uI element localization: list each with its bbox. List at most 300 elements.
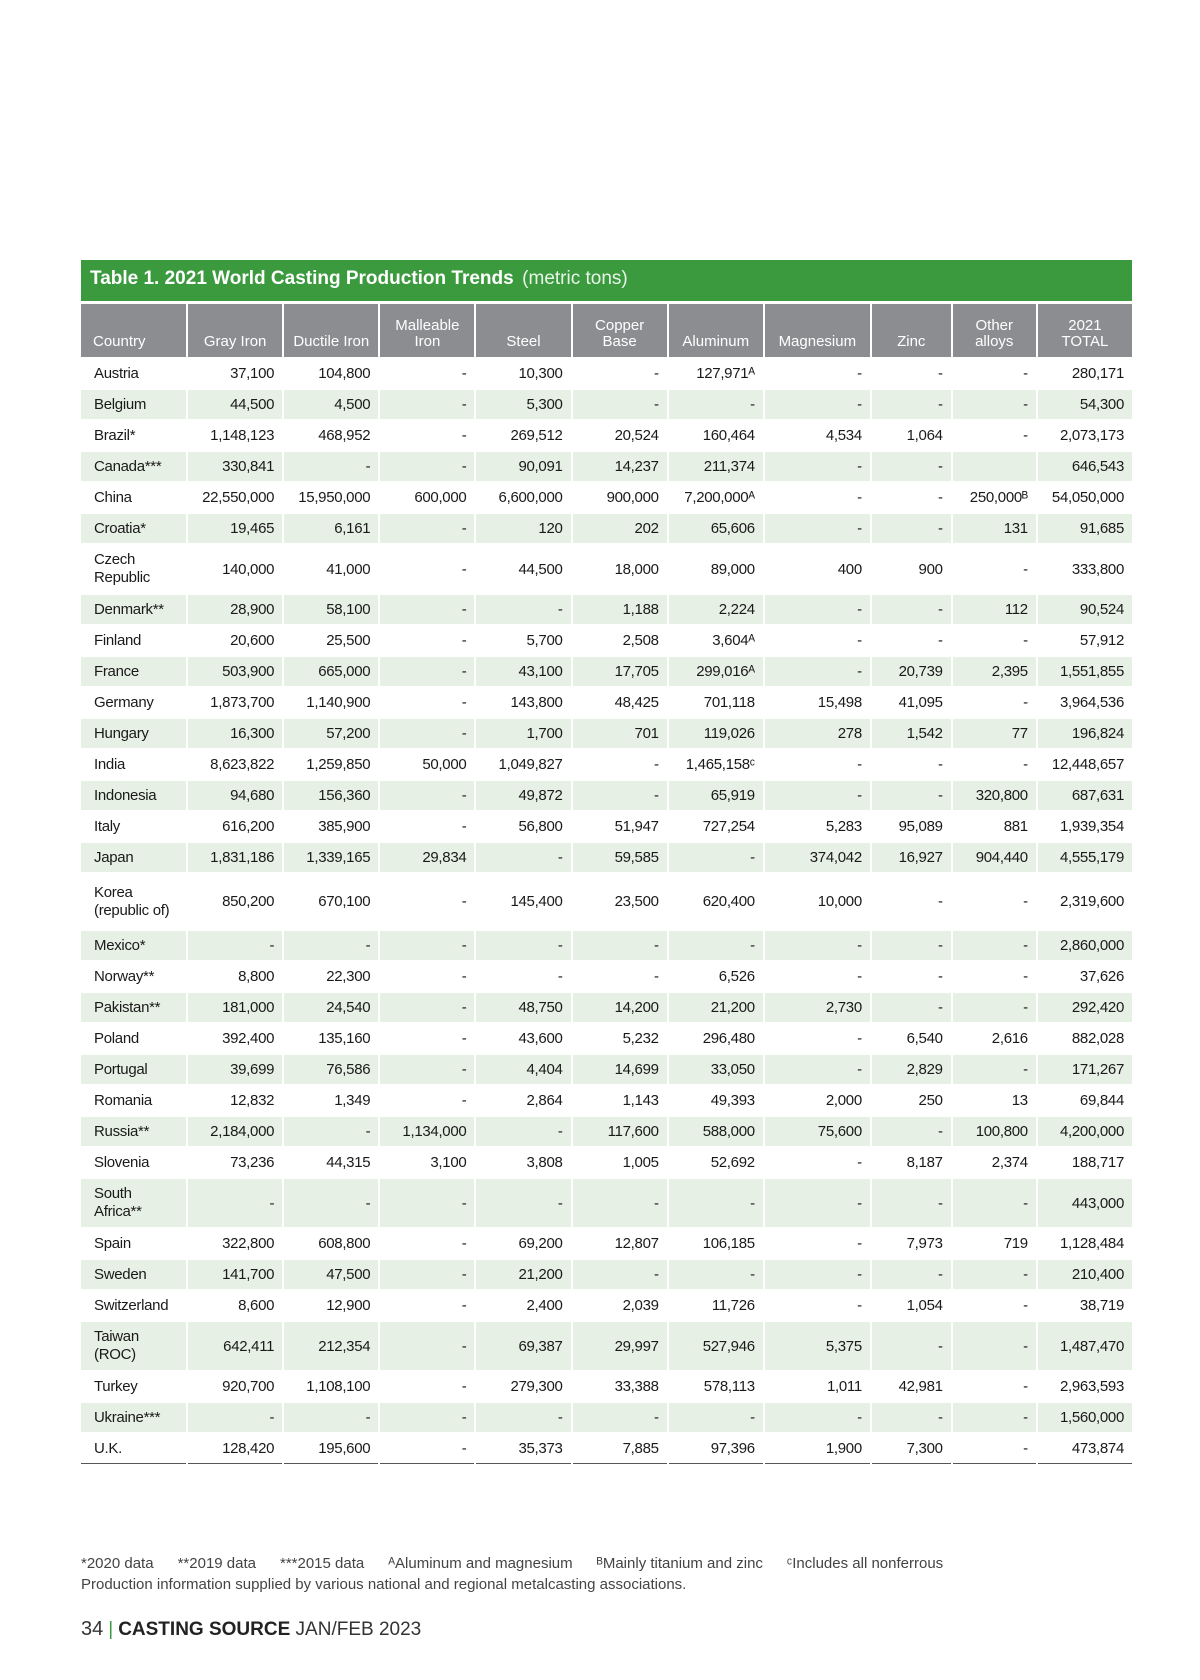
value-cell: 6,161 [284,514,378,543]
production-table-container [81,260,1132,1466]
value-cell: - [937,893,943,910]
value-cell: - [765,514,870,543]
country-cell: Turkey [94,1377,138,1395]
value-cell: 8,187 [906,1154,943,1171]
value-cell: 299,016ᴬ [669,657,763,686]
value-cell: 97,396 [669,1434,763,1464]
value-cell: 3,964,536 [1059,694,1124,711]
value-cell: 22,550,000 [202,489,275,506]
value-cell: 58,100 [284,595,378,624]
value-cell: 322,800 [222,1235,275,1252]
value-cell: - [872,1179,951,1227]
value-cell: - [476,843,570,872]
value-cell: - [653,365,659,382]
table-row [81,483,1132,512]
value-cell: 1,700 [476,719,570,748]
value-cell: - [573,1403,667,1432]
table-row [81,390,1132,419]
value-cell: 90,091 [476,452,570,481]
value-cell: 1,349 [334,1092,371,1109]
value-cell: 296,480 [702,1030,755,1047]
value-cell: 2,395 [953,657,1036,686]
value-cell: 14,200 [573,993,667,1022]
country-cell: Sweden [81,1260,186,1289]
footnote-item: *2020 data [81,1555,154,1572]
value-cell: 54,300 [1038,390,1132,419]
country-cell: Denmark** [81,595,186,624]
value-cell: 16,300 [188,719,282,748]
value-cell: 131 [953,514,1036,543]
country-cell: Portugal [81,1055,186,1084]
value-cell: 8,600 [238,1297,275,1314]
value-cell: 12,900 [326,1297,371,1314]
value-cell: - [476,1179,570,1227]
country-cell: Russia** [81,1117,186,1146]
country-cell: Austria [94,364,139,382]
table-row [81,595,1132,624]
table-row [81,1179,1132,1227]
value-cell: - [461,632,467,649]
value-cell: - [669,1260,763,1289]
value-cell: 44,315 [326,1154,371,1171]
value-cell: 29,997 [573,1322,667,1370]
value-cell: 904,440 [953,843,1036,872]
column-header: Malleable Iron [380,304,474,357]
footnote-item: ***2015 data [279,1555,365,1572]
source-note: Production information supplied by various national and regional metalcasting associations. [81,1576,687,1593]
table-header-row [81,304,1132,357]
table-row [81,1229,1132,1258]
value-cell: 1,134,000 [380,1117,474,1146]
table-row [81,1322,1132,1370]
value-cell: 73,236 [230,1154,275,1171]
table-row [81,545,1132,593]
country-cell: Canada*** [81,452,186,481]
value-cell: 54,050,000 [1051,489,1124,506]
value-cell: - [937,632,943,649]
value-cell: - [872,993,951,1022]
table-row [81,688,1132,717]
value-cell: - [872,595,951,624]
value-cell: - [953,1403,1036,1432]
table-row [81,1055,1132,1084]
value-cell: - [380,390,474,419]
table-row [81,1372,1132,1401]
value-cell: 48,425 [614,694,659,711]
value-cell: - [857,756,862,773]
value-cell: - [872,781,951,810]
value-cell: - [461,1378,467,1395]
country-cell: Ukraine*** [81,1403,186,1432]
value-cell: - [380,514,474,543]
value-cell: 665,000 [284,657,378,686]
table-row [81,657,1132,686]
value-cell: 620,400 [702,893,755,910]
country-cell: Croatia* [81,514,186,543]
value-cell: 1,049,827 [498,756,563,773]
value-cell: 4,404 [476,1055,570,1084]
value-cell: 52,692 [710,1154,755,1171]
page-number: 34 [81,1618,104,1640]
table-row [81,359,1132,388]
value-cell: 140,000 [222,560,275,578]
value-cell [953,452,1036,481]
value-cell: 5,283 [825,818,862,835]
value-cell: 7,300 [872,1434,951,1464]
value-cell: - [188,1179,282,1227]
value-cell: 156,360 [284,781,378,810]
table-title-bar [81,260,1132,301]
country-cell: Slovenia [94,1153,150,1171]
value-cell: 57,912 [1079,632,1124,649]
value-cell: 333,800 [1071,560,1124,578]
value-cell: - [461,365,467,382]
value-cell: 49,872 [476,781,570,810]
table-row [81,993,1132,1022]
value-cell: 5,300 [476,390,570,419]
value-cell: - [461,1030,467,1047]
value-cell: 10,000 [817,893,862,910]
value-cell: - [461,427,467,444]
footnote-item: ᶜIncludes all nonferrous [786,1555,944,1572]
value-cell: 20,524 [614,427,659,444]
value-cell: 1,560,000 [1038,1403,1132,1432]
table-row [81,812,1132,841]
value-cell: - [380,719,474,748]
table-row [81,931,1132,960]
value-cell: 250 [918,1092,943,1109]
table-row [81,421,1132,450]
value-cell: - [653,756,659,773]
value-cell: 900 [918,560,943,578]
value-cell: 1,148,123 [210,427,275,444]
column-header: Aluminum [669,304,763,357]
value-cell: - [380,1434,474,1464]
value-cell: - [857,1030,862,1047]
column-header: Magnesium [765,304,870,357]
value-cell: 588,000 [669,1117,763,1146]
value-cell: 21,200 [669,993,763,1022]
value-cell: - [380,452,474,481]
page-footer [81,1618,421,1641]
value-cell: 2,616 [991,1030,1028,1047]
value-cell: 6,540 [906,1030,943,1047]
value-cell: 211,374 [669,452,763,481]
table-row [81,750,1132,779]
value-cell: 1,339,165 [284,843,378,872]
value-cell: - [872,1322,951,1370]
value-cell: 330,841 [188,452,282,481]
value-cell: 171,267 [1038,1055,1132,1084]
value-cell: 1,108,100 [306,1378,371,1395]
value-cell: 41,095 [898,694,943,711]
value-cell: 642,411 [188,1322,282,1370]
value-cell: 1,542 [872,719,951,748]
value-cell: 112 [953,595,1036,624]
value-cell: - [953,1179,1036,1227]
country-cell: Indonesia [81,781,186,810]
value-cell: - [476,931,570,960]
value-cell: - [461,893,467,910]
value-cell: 12,832 [230,1092,275,1109]
value-cell: 5,232 [622,1030,659,1047]
value-cell: - [284,1403,378,1432]
value-cell: 13 [1011,1092,1028,1109]
value-cell: 117,600 [573,1117,667,1146]
value-cell: 881 [1003,818,1028,835]
value-cell: 1,005 [622,1154,659,1171]
value-cell: - [1023,427,1028,444]
value-cell: 850,200 [222,893,275,910]
value-cell: 3,808 [526,1154,563,1171]
value-cell: 5,375 [765,1322,870,1370]
country-cell: Norway** [94,967,155,985]
value-cell: 443,000 [1038,1179,1132,1227]
value-cell: - [573,931,667,960]
country-cell: Romania [94,1091,152,1109]
value-cell: 3,100 [430,1154,467,1171]
column-header: Other alloys [953,304,1036,357]
value-cell: - [765,1403,870,1432]
value-cell: 882,028 [1071,1030,1124,1047]
value-cell: - [669,931,763,960]
value-cell: 1,873,700 [210,694,275,711]
value-cell: 212,354 [284,1322,378,1370]
value-cell: 1,259,850 [306,756,371,773]
table-row [81,1117,1132,1146]
value-cell: 91,685 [1038,514,1132,543]
value-cell: 120 [476,514,570,543]
country-cell: U.K. [81,1434,186,1464]
value-cell: 6,526 [718,968,755,985]
value-cell: 701,118 [703,694,755,711]
value-cell: 1,054 [906,1297,943,1314]
value-cell: - [1023,365,1028,382]
value-cell: 69,387 [476,1322,570,1370]
value-cell: - [953,1434,1036,1464]
value-cell: 1,011 [826,1378,862,1395]
value-cell: 43,600 [518,1030,563,1047]
value-cell: 69,200 [518,1235,563,1252]
value-cell: - [669,1179,763,1227]
value-cell: 527,946 [669,1322,763,1370]
value-cell: 7,973 [906,1235,943,1252]
value-cell: 38,719 [1079,1297,1124,1314]
table-row [81,874,1132,929]
value-cell: - [953,1260,1036,1289]
value-cell: 2,400 [526,1297,563,1314]
value-cell: - [284,452,378,481]
country-cell: Pakistan** [81,993,186,1022]
value-cell: - [937,756,943,773]
value-cell: 106,185 [702,1235,755,1252]
value-cell: - [1023,893,1028,910]
value-cell: 51,947 [614,818,659,835]
value-cell: 7,200,000ᴬ [684,489,755,506]
value-cell: 1,143 [622,1092,659,1109]
country-cell: Brazil* [94,426,136,444]
table-row [81,719,1132,748]
value-cell: - [765,1260,870,1289]
value-cell: - [380,1179,474,1227]
value-cell: 14,699 [573,1055,667,1084]
country-cell: Belgium [81,390,186,419]
table-unit: (metric tons) [522,268,628,289]
value-cell: - [380,1260,474,1289]
value-cell: 48,750 [476,993,570,1022]
value-cell: - [557,968,563,985]
magazine-brand: CASTING SOURCE [118,1619,291,1640]
value-cell: - [937,365,943,382]
value-cell: 37,100 [230,365,275,382]
value-cell: 2,319,600 [1059,893,1124,910]
value-cell: 47,500 [284,1260,378,1289]
value-cell: 135,160 [318,1030,371,1047]
value-cell: - [1023,756,1028,773]
value-cell: 77 [953,719,1036,748]
value-cell: - [461,560,467,578]
value-cell: 600,000 [414,489,467,506]
value-cell: 4,555,179 [1038,843,1132,872]
value-cell: - [669,390,763,419]
value-cell: 22,300 [326,968,371,985]
value-cell: - [765,390,870,419]
value-cell: 1,551,855 [1038,657,1132,686]
value-cell: 44,500 [518,560,563,578]
value-cell: 280,171 [1071,365,1124,382]
value-cell: - [380,993,474,1022]
value-cell: 17,705 [573,657,667,686]
table-row [81,843,1132,872]
value-cell: - [573,1260,667,1289]
value-cell: 473,874 [1038,1434,1132,1464]
value-cell: 468,952 [318,427,371,444]
value-cell: - [765,657,870,686]
value-cell: 90,524 [1038,595,1132,624]
value-cell: 2,860,000 [1038,931,1132,960]
value-cell: 11,726 [711,1297,755,1314]
value-cell: - [284,1117,378,1146]
value-cell: 292,420 [1038,993,1132,1022]
value-cell: 4,200,000 [1038,1117,1132,1146]
value-cell: 392,400 [222,1030,275,1047]
value-cell: 1,487,470 [1038,1322,1132,1370]
table-row [81,514,1132,543]
value-cell: 320,800 [953,781,1036,810]
value-cell: 1,465,158ᶜ [685,756,755,773]
value-cell: 701 [573,719,667,748]
country-cell: Poland [94,1029,139,1047]
value-cell: 2,184,000 [188,1117,282,1146]
value-cell: 2,864 [526,1092,563,1109]
value-cell: - [872,1260,951,1289]
value-cell: 23,500 [614,893,659,910]
column-header: Copper Base [573,304,667,357]
value-cell: - [380,1322,474,1370]
value-cell: 687,631 [1038,781,1132,810]
value-cell: 35,373 [476,1434,570,1464]
value-cell: - [380,595,474,624]
value-cell: 41,000 [326,560,371,578]
value-cell: 127,971ᴬ [696,365,755,382]
value-cell: - [461,1297,467,1314]
value-cell: 188,717 [1071,1154,1124,1171]
value-cell: - [573,390,667,419]
value-cell: 196,824 [1038,719,1132,748]
value-cell: - [476,595,570,624]
value-cell: 900,000 [606,489,659,506]
value-cell: 18,000 [614,560,659,578]
country-cell: Japan [81,843,186,872]
table-row [81,1434,1132,1464]
value-cell: 6,600,000 [498,489,563,506]
value-cell: 43,100 [476,657,570,686]
table-row [81,1148,1132,1177]
column-header: Gray Iron [188,304,282,357]
production-table [79,302,1134,1466]
value-cell: 65,919 [669,781,763,810]
table-row [81,1260,1132,1289]
table-row [81,626,1132,655]
country-cell: France [81,657,186,686]
value-cell: - [1023,694,1028,711]
value-cell: 646,543 [1038,452,1132,481]
value-cell: 5,700 [526,632,563,649]
country-cell: Taiwan (ROC) [81,1322,186,1370]
value-cell: 279,300 [510,1378,563,1395]
value-cell: 104,800 [318,365,371,382]
value-cell: 57,200 [284,719,378,748]
value-cell: 128,420 [188,1434,282,1464]
value-cell: 8,623,822 [210,756,275,773]
value-cell: 21,200 [476,1260,570,1289]
value-cell: 15,498 [817,694,862,711]
footer-separator: | [108,1619,114,1640]
value-cell: - [461,818,467,835]
table-row [81,962,1132,991]
value-cell: - [188,931,282,960]
value-cell: 56,800 [518,818,563,835]
table-row [81,1403,1132,1432]
column-header: Steel [476,304,570,357]
value-cell: 141,700 [188,1260,282,1289]
value-cell: 59,585 [573,843,667,872]
value-cell: - [953,1055,1036,1084]
value-cell: 2,829 [872,1055,951,1084]
value-cell: 2,073,173 [1059,427,1124,444]
value-cell: - [380,931,474,960]
value-cell: 195,600 [284,1434,378,1464]
country-cell: India [94,755,126,773]
country-cell: South Africa** [81,1179,186,1227]
value-cell: 94,680 [188,781,282,810]
value-cell: 25,500 [326,632,371,649]
value-cell: - [953,1322,1036,1370]
value-cell: - [872,1403,951,1432]
value-cell: 2,374 [991,1154,1028,1171]
country-cell: Hungary [81,719,186,748]
value-cell: 4,534 [825,427,862,444]
footnote-item: **2019 data [177,1555,256,1572]
value-cell: - [573,781,667,810]
value-cell: 145,400 [510,893,563,910]
value-cell: 33,388 [614,1378,659,1395]
value-cell: 37,626 [1079,968,1124,985]
value-cell: 28,900 [188,595,282,624]
value-cell: - [872,1117,951,1146]
value-cell: - [857,489,862,506]
value-cell: - [380,1403,474,1432]
